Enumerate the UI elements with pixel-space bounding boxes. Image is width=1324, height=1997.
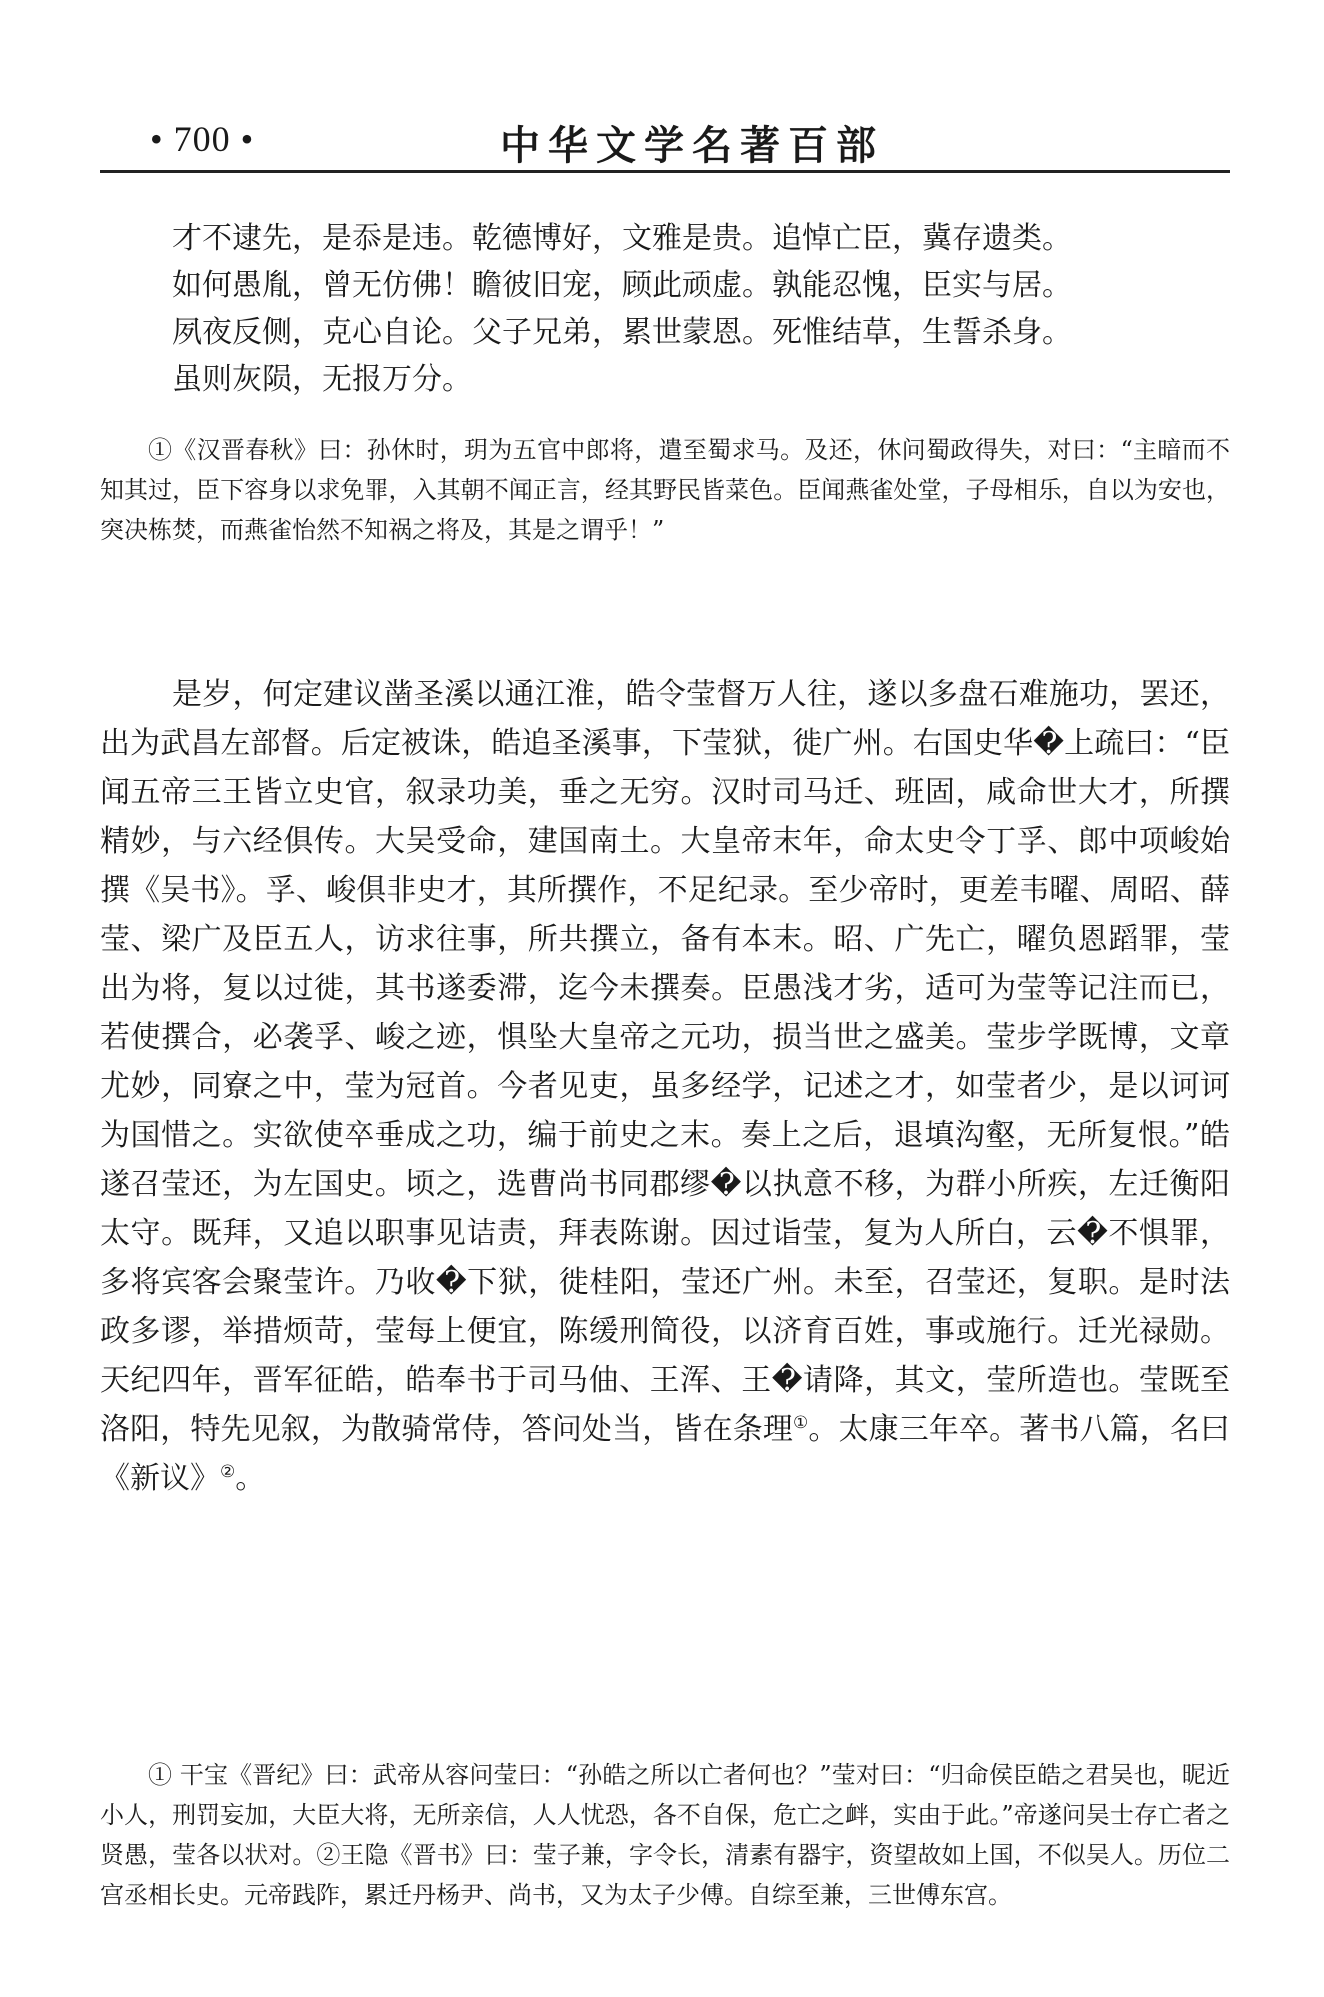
verse-line: 夙夜反侧，克心自论。父子兄弟，累世蒙恩。死惟结草，生誓杀身。 — [172, 315, 1072, 350]
paragraph-text: 。太康三年卒。著书八篇，名曰《新议》 — [100, 1412, 1230, 1496]
paragraph-text: 是岁，何定建议凿圣溪以通江淮，皓令莹督万人往，遂以多盘石难施功，罢还，出为武昌左部督。后定被诛，皓追圣溪事，下莹狱，徙广州。右国史华�上疏曰：“臣闻五帝三王皆立史官，叙录功美，垂之无穷。汉时司马迁、班固，咸命世大才，所撰精妙，与六经俱传。大吴受命，建国南土。大皇帝末年，命太史令丁孚、郎中项峻始撰《吴书》。孚、峻俱非史才，其所撰作，不足纪录。至少帝时，更差韦曜、周昭、薛莹、梁广及臣五人，访求往事，所共撰立，备有本末。昭、广先亡，曜负恩蹈罪，莹出为将，复以过徙，其书遂委滞，迄今未撰奏。臣愚浅才劣，适可为莹等记注而已，若使撰合，必袭孚、峻之迹，惧坠大皇帝之元功，损当世之盛美。莹步学既博，文章尤妙，同寮之中，莹为冠首。今者见吏，虽多经学，记述之才，如莹者少，是以诃诃为国惜之。实欲使卒垂成之功，编于前史之末。奏上之后，退填沟壑，无所复恨。”皓遂召莹还，为左国史。顷之，选曹尚书同郡缪�以执意不移，为群小所疾，左迁衡阳太守。既拜，又追以职事见诘责，拜表陈谢。因过诣莹，复为人所白，云�不惧罪，多将宾客会聚莹许。乃收�下狱，徙桂阳，莹还广州。未至，召莹还，复职。是时法政多谬，举措烦苛，莹每上便宜，陈缓刑简役，以济育百姓，事或施行。迁光禄勋。天纪四年，晋军征皓，皓奉书于司马伷、王浑、王�请降，其文，莹所造也。莹既至洛阳，特先见叙，为散骑常侍，答问处当，皆在条理 — [100, 677, 1230, 1447]
main-text-block — [100, 670, 1230, 1503]
footnote-block-2 — [100, 1755, 1230, 1915]
book-title: 中华文学名著百部 — [500, 123, 884, 169]
verse-line: 才不逮先，是忝是违。乾德博好，文雅是贵。追悼亡臣，冀存遗类。 — [172, 221, 1072, 256]
footnote-ref-2: ② — [220, 1462, 236, 1482]
paragraph-text: 。 — [235, 1461, 266, 1496]
verse-line: 如何愚胤，曾无仿佛！瞻彼旧宠，顾此顽虚。孰能忍愧，臣实与居。 — [172, 268, 1072, 303]
footnote-text: ①《汉晋春秋》曰：孙休时，玥为五官中郎将，遣至蜀求马。及还，休问蜀政得失，对曰：“主暗而不知其过，臣下容身以求免罪，入其朝不闻正言，经其野民皆菜色。臣闻燕雀处堂，子母相乐，自以为安也，突决栋焚，而燕雀怡然不知祸之将及，其是之谓乎！” — [100, 436, 1230, 544]
page-header — [100, 108, 1230, 168]
footnote-text: ① 干宝《晋纪》曰：武帝从容问莹曰：“孙皓之所以亡者何也？”莹对曰：“归命侯臣皓之君吴也，昵近小人，刑罚妄加，大臣大将，无所亲信，人人忧恐，各不自保，危亡之衅，实由于此。”帝遂问吴士存亡者之贤愚，莹各以状对。②王隐《晋书》曰：莹子兼，字令长，清素有器宇，资望故如上国，不似吴人。历位二宫丞相长史。元帝践阼，累迁丹杨尹、尚书，又为太子少傅。自综至兼，三世傅东宫。 — [100, 1761, 1230, 1909]
footnote-ref-1: ① — [792, 1413, 809, 1433]
header-rule — [100, 170, 1230, 173]
footnote-block-1 — [100, 430, 1230, 550]
page-number: • 700 • — [150, 119, 255, 159]
verse-block — [100, 215, 1230, 403]
main-paragraph — [100, 670, 1230, 1503]
verse-line: 虽则灰陨，无报万分。 — [172, 362, 472, 397]
